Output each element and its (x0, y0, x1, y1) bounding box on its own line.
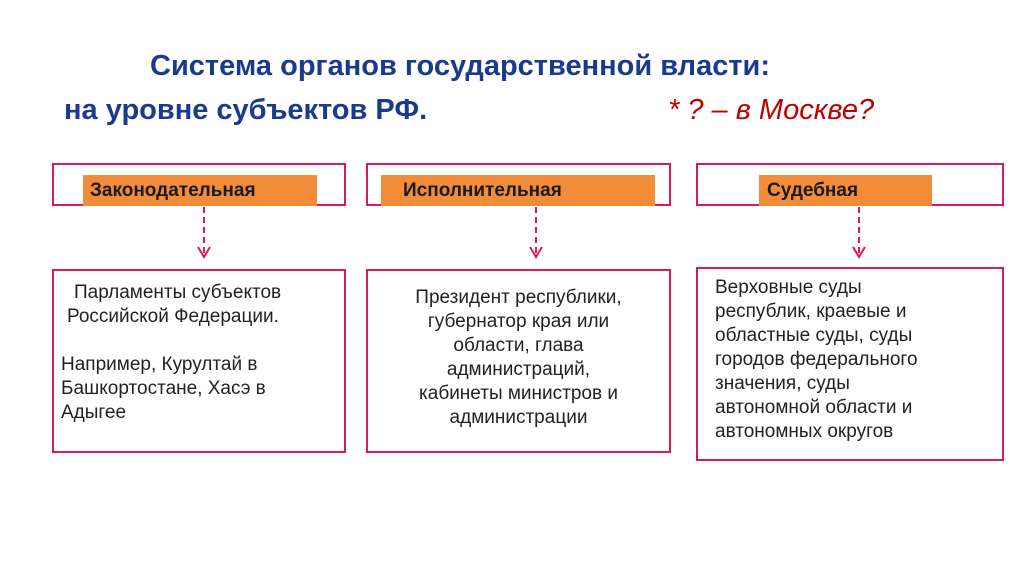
title-note: * ? – в Москве? (668, 94, 875, 126)
branch-box-legislative (52, 163, 346, 206)
branch-label-judicial: Судебная (759, 175, 932, 206)
detail-text: Верховные суды (715, 277, 862, 298)
detail-text: кабинеты министров и (419, 383, 618, 404)
detail-box-judicial (696, 267, 1004, 461)
detail-text: Парламенты субъектов (74, 282, 282, 303)
arrow-down-icon (196, 207, 212, 261)
slide-title-line1: Система органов государственной власти: (150, 50, 771, 82)
arrow-down-icon (528, 207, 544, 261)
slide-title-line2: на уровне субъектов РФ. (64, 94, 428, 126)
detail-text: республик, краевые и (715, 301, 907, 322)
detail-text: Адыгее (61, 402, 127, 423)
branch-box-judicial (696, 163, 1004, 206)
detail-text: Башкортостане, Хасэ в (61, 378, 266, 399)
detail-text: Российской Федерации. (67, 306, 279, 327)
arrow-down-icon (851, 207, 867, 261)
detail-text: областные суды, суды (715, 325, 913, 346)
detail-text: области, глава (453, 335, 584, 356)
detail-text: автономной области и (715, 397, 913, 418)
detail-box-legislative (52, 269, 346, 453)
detail-text: значения, суды (715, 373, 850, 394)
branch-box-executive (366, 163, 671, 206)
branch-label-executive: Исполнительная (381, 175, 655, 206)
detail-text: городов федерального (715, 349, 918, 370)
detail-text-block (715, 276, 918, 444)
detail-text: Например, Курултай в (61, 354, 258, 375)
detail-text-block (368, 286, 669, 430)
detail-text: администрации (449, 407, 588, 428)
detail-text: губернатор края или (427, 311, 610, 332)
detail-text: администраций, (446, 359, 591, 380)
detail-text: Президент республики, (415, 287, 622, 308)
detail-text: автономных округов (715, 421, 894, 442)
detail-box-executive (366, 269, 671, 453)
branch-label-legislative: Законодательная (83, 175, 317, 206)
